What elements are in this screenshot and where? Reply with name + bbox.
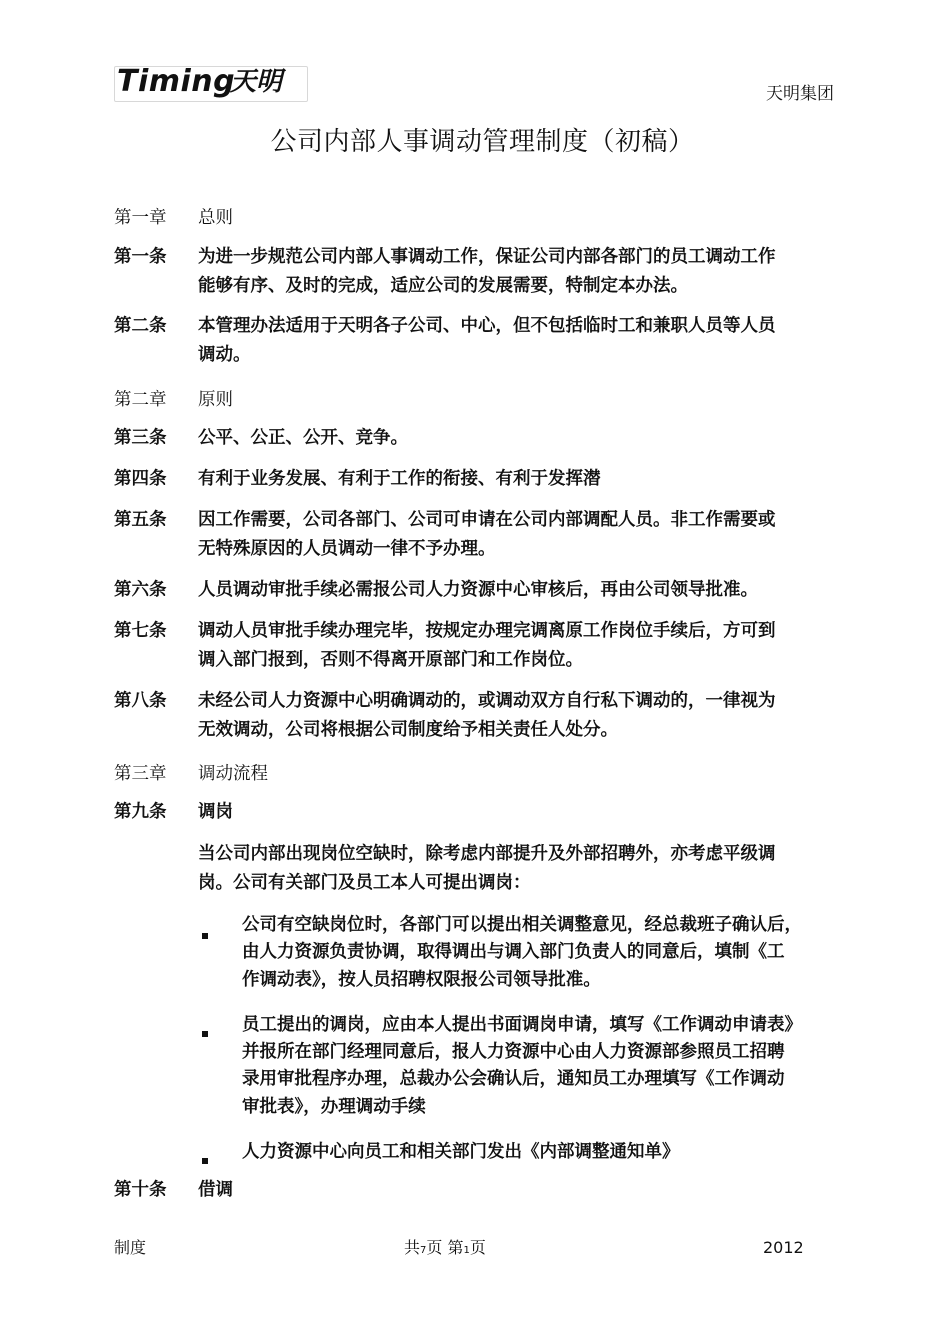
bullet-text-line: 审批表》，办理调动手续 [242,1097,426,1117]
article-heading: 借调 [198,1180,233,1200]
chapter-title: 调动流程 [198,764,268,784]
footer-category: 制度 [114,1238,147,1257]
article-text-line: 本管理办法适用于天明各子公司、中心，但不包括临时工和兼职人员等人员 [198,316,776,336]
chapter-number: 第一章 [114,208,167,228]
total-pages: 7 [420,1245,427,1256]
document-title: 公司内部人事调动管理制度（初稿） [270,127,695,157]
article-text-line: 岗。公司有关部门及员工本人可提出调岗： [198,873,531,893]
logo-text-cn: 天明 [230,67,283,97]
bullet-text-line: 员工提出的调岗，应由本人提出书面调岗申请，填写《工作调动申请表》 [242,1015,802,1035]
article-text-line: 当公司内部出现岗位空缺时，除考虑内部提升及外部招聘外，亦考虑平级调 [198,844,776,864]
bullet-text-line: 公司有空缺岗位时，各部门可以提出相关调整意见，经总裁班子确认后， [242,915,802,935]
article-number: 第一条 [114,247,167,267]
article-number: 第七条 [114,621,167,641]
article-number: 第二条 [114,316,167,336]
group-name: 天明集团 [766,84,834,104]
bullet-marker [202,933,208,939]
article-number: 第十条 [114,1180,167,1200]
article-number: 第五条 [114,510,167,530]
article-number: 第四条 [114,469,167,489]
bullet-text-line: 人力资源中心向员工和相关部门发出《内部调整通知单》 [242,1142,680,1162]
chapter-number: 第三章 [114,764,167,784]
footer-year: 2012 [763,1238,804,1257]
article-text-line: 调动人员审批手续办理完毕，按规定办理完调离原工作岗位手续后，方可到 [198,621,776,641]
article-text-line: 调入部门报到，否则不得离开原部门和工作岗位。 [198,650,583,670]
article-number: 第九条 [114,802,167,822]
article-text-line: 未经公司人力资源中心明确调动的，或调动双方自行私下调动的，一律视为 [198,691,776,711]
chapter-title: 总则 [198,208,233,228]
article-number: 第六条 [114,580,167,600]
article-text-line: 有利于业务发展、有利于工作的衔接、有利于发挥潜 [198,469,601,489]
page-prefix: 共 [404,1238,421,1257]
chapter-title: 原则 [198,390,233,410]
article-number: 第三条 [114,428,167,448]
chapter-number: 第二章 [114,390,167,410]
bullet-marker [202,1031,208,1037]
article-text-line: 人员调动审批手续必需报公司人力资源中心审核后，再由公司领导批准。 [198,580,758,600]
bullet-text-line: 作调动表》，按人员招聘权限报公司领导批准。 [242,970,601,990]
article-text-line: 公平、公正、公开、竞争。 [198,428,408,448]
article-heading: 调岗 [198,802,233,822]
article-text-line: 调动。 [198,345,251,365]
bullet-text-line: 由人力资源负责协调，取得调出与调入部门负责人的同意后，填制《工 [242,942,785,962]
logo-text-en: Timing [117,64,236,99]
article-text-line: 无特殊原因的人员调动一律不予办理。 [198,539,496,559]
article-number: 第八条 [114,691,167,711]
bullet-text-line: 并报所在部门经理同意后，报人力资源中心由人力资源部参照员工招聘 [242,1042,785,1062]
current-page: 1 [463,1245,470,1256]
page-suffix: 页 [469,1238,486,1257]
article-text-line: 因工作需要，公司各部门、公司可申请在公司内部调配人员。非工作需要或 [198,510,776,530]
article-text-line: 为进一步规范公司内部人事调动工作，保证公司内部各部门的员工调动工作 [198,247,776,267]
page-mid: 页 第 [426,1238,464,1257]
page-indicator [404,1236,486,1263]
article-text-line: 无效调动，公司将根据公司制度给予相关责任人处分。 [198,720,618,740]
bullet-text-line: 录用审批程序办理，总裁办公会确认后，通知员工办理填写《工作调动 [242,1069,785,1089]
article-text-line: 能够有序、及时的完成，适应公司的发展需要，特制定本办法。 [198,276,688,296]
bullet-marker [202,1158,208,1164]
